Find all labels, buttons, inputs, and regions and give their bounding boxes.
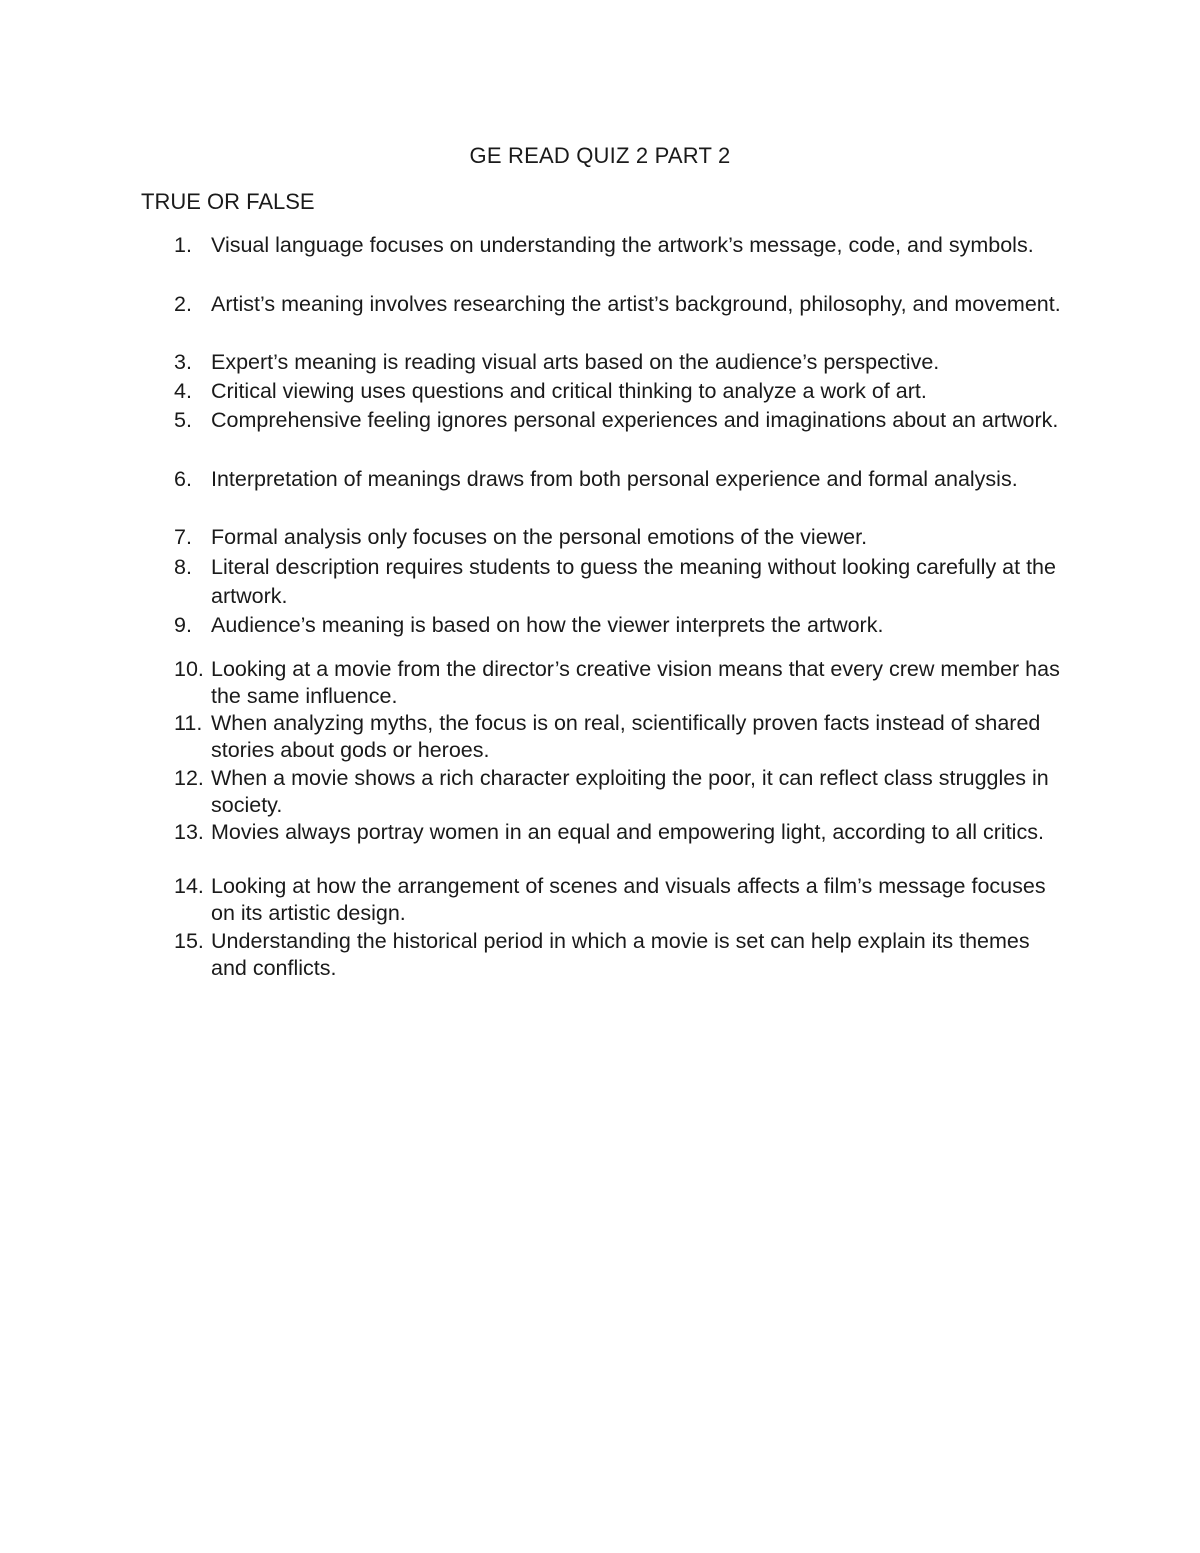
item-number: 2. (174, 292, 192, 316)
item-number: 14. (174, 874, 204, 898)
item-text: Critical viewing uses questions and critical thinking to analyze a work of art. (211, 379, 927, 403)
item-text: Movies always portray women in an equal and empowering light, according to all critics. (211, 820, 1044, 844)
item-number: 10. (174, 657, 204, 681)
item-number: 5. (174, 408, 192, 432)
item-number: 4. (174, 379, 192, 403)
item-text: Visual language focuses on understanding the artwork’s message, code, and symbols. (211, 233, 1034, 257)
item-number: 11. (174, 711, 203, 735)
item-text: Comprehensive feeling ignores personal experiences and imaginations about an artwork. (211, 408, 1059, 432)
item-text: Understanding the historical period in which a movie is set can help explain its themes and conflicts. (211, 929, 1030, 980)
item-number: 13. (174, 820, 204, 844)
item-text: Audience’s meaning is based on how the viewer interprets the artwork. (211, 613, 884, 637)
item-text: Interpretation of meanings draws from both personal experience and formal analysis. (211, 467, 1018, 491)
item-number: 9. (174, 613, 192, 637)
page-title: GE READ QUIZ 2 PART 2 (469, 143, 731, 168)
item-text: Literal description requires students to guess the meaning without looking carefully at the artwork. (211, 555, 1056, 608)
item-number: 12. (174, 766, 204, 790)
item-text: Looking at a movie from the director’s creative vision means that every crew member has the same influence. (211, 657, 1060, 708)
item-text: When analyzing myths, the focus is on real, scientifically proven facts instead of shared stories about gods or heroes. (211, 711, 1041, 762)
item-text: Looking at how the arrangement of scenes and visuals affects a film’s message focuses on its artistic design. (211, 874, 1046, 925)
section-heading: TRUE OR FALSE (141, 189, 315, 214)
item-number: 3. (174, 350, 192, 374)
item-number: 6. (174, 467, 192, 491)
item-text: Expert’s meaning is reading visual arts based on the audience’s perspective. (211, 350, 940, 374)
item-number: 1. (174, 233, 192, 257)
item-number: 7. (174, 525, 192, 549)
item-number: 8. (174, 555, 192, 579)
item-text: Formal analysis only focuses on the personal emotions of the viewer. (211, 525, 868, 549)
item-text: When a movie shows a rich character exploiting the poor, it can reflect class struggles in society. (211, 766, 1049, 817)
item-number: 15. (174, 929, 204, 953)
item-text: Artist’s meaning involves researching the artist’s background, philosophy, and movement. (211, 292, 1061, 316)
